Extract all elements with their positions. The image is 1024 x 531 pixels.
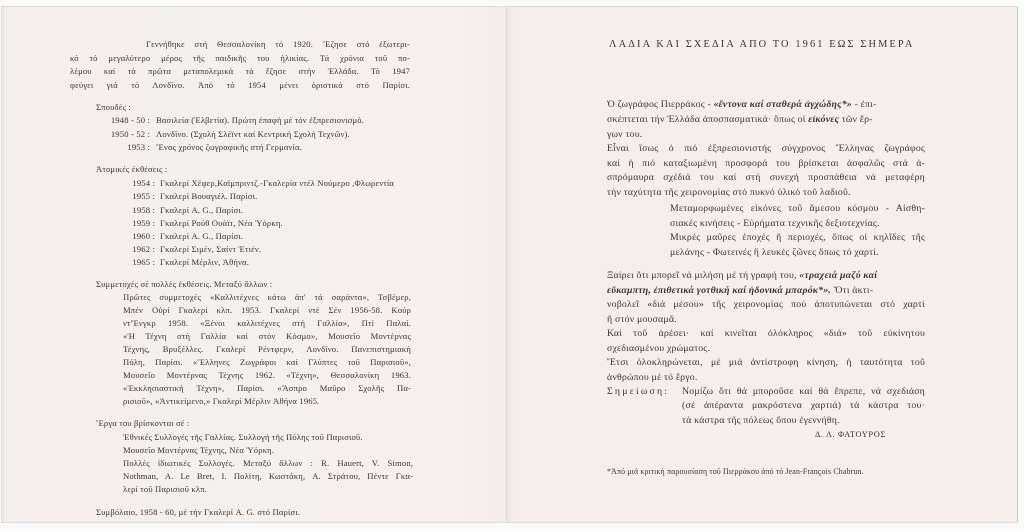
solo-item xyxy=(118,256,249,270)
author-signature: Δ. Α. ΦΑΤΟΥΡΟΣ xyxy=(815,430,886,439)
paragraph-line: καί ἡ πιό καταξιωμένη προσφορά του βρίσκεται ἀσφαλῶς στά ἀ- xyxy=(607,158,925,169)
solo-text: Γκαλερί A. G., Παρίσι. xyxy=(160,231,244,241)
paragraph-line: Εἶναι ἴσως ὁ πιό ἐξπρεσιονιστής σύγχρονος Ἕλληνας ζωγράφος xyxy=(607,143,925,154)
paragraph-line xyxy=(607,269,877,284)
studies-text: Λονδῖνο. (Σχολή Σλέϊντ καί Κεντρική Σχολή Τεχνῶν). xyxy=(156,129,350,139)
footnote: *Ἀπό μιά κριτική παρουσίαση τοῦ Πιερράκου ἀπό τό Jean-François Chabrun. xyxy=(607,467,864,476)
paragraph-line: γων του. xyxy=(607,129,643,140)
intro-line: λέμου καί τά πρῶτα μεταπολεμικά τά ἔζησε στήν Ἑλλάδα. Τό 1947 xyxy=(70,66,410,76)
note-line: Νομίζω ὅτι θά μποροῦσε καί θά ἔπρεπε, νά σχεδιάση xyxy=(682,386,925,397)
note-line: τά κάστρα τῆς πόλεως ὅπου ἐγεννήθη. xyxy=(682,415,840,426)
quote-line: σιακές κινήσεις - Εὐρήματα τεχνικῆς δεξιοτεχνίας. xyxy=(670,218,880,229)
studies-text: Βασιλεία (Ἑλβετία). Πρώτη ἐπαφή μέ τόν ἐξπρεσιονισμό. xyxy=(156,115,364,125)
note-line: (σέ ἀπέραντα μακρόστενα χαρτιά) τά κάστρα του· xyxy=(682,400,925,411)
text-run: σκέπτεται τήν Ἑλλάδα ἀποσπασματικά· ὅπως οἱ xyxy=(607,114,809,125)
studies-item xyxy=(110,141,302,155)
paragraph-line: νοβολεῖ «διά μέσου» τῆς χειρονομίας πού ἀποτυπώνεται στό χαρτί xyxy=(607,299,925,310)
studies-heading: Σπουδές : xyxy=(96,102,131,112)
paragraph-line: ἀνθρώπου μέ τό ἔργο. xyxy=(607,372,698,383)
group-line: Πόλη, Παρίσι. «Ἕλληνες Ζωγράφοι καί Γλύπτες τοῦ Παρισιοῦ», xyxy=(123,357,411,367)
group-heading: Συμμετοχές σέ πολλές ἐκθέσεις. Μεταξύ ἄλλων : xyxy=(96,279,273,289)
studies-item xyxy=(110,128,350,142)
text-run: - ἐπι- xyxy=(851,99,877,110)
intro-line: κό τό μεγαλύτερο μέρος τῆς παιδικῆς του ἡλικίας. Τά χρόνια τοῦ πο- xyxy=(70,53,410,63)
solo-item xyxy=(118,230,243,244)
text-run: Ξαίρει ὅτι μπορεῖ νά μιλήση μέ τή γραφή του, xyxy=(607,270,800,281)
studies-years: 1953 : xyxy=(127,142,150,152)
text-run: τῶν ἔρ- xyxy=(839,114,873,125)
emphasis-quote: «τραχειά μαζύ καί xyxy=(799,270,878,281)
solo-year: 1965 : xyxy=(132,257,155,267)
studies-years: 1950 - 52 : xyxy=(110,129,150,139)
solo-year: 1960 : xyxy=(132,231,155,241)
studies-years: 1948 - 50 : xyxy=(110,115,150,125)
works-line: Μουσεῖο Μοντέρνας Τέχνης, Νέα Ὑόρκη. xyxy=(123,445,275,455)
emphasis-quote: εὔκαμπτη, ἐπιθετικά γοτθική καί ἡδονικά μπαρόκ*». xyxy=(607,285,832,296)
solo-year: 1958 : xyxy=(132,205,155,215)
paragraph-line: σχεδιασμένου χρώματος. xyxy=(607,343,711,354)
emphasis-quote: «ἔντονα καί σταθερά ἀγχώδης*» xyxy=(713,99,852,110)
quote-line: Μεταμορφωμένες εἰκόνες τοῦ ἄμεσου κόσμου - Αἰσθη- xyxy=(670,203,925,214)
group-line: Πρῶτες συμμετοχές «Καλλιτέχνες κάτω ἀπ' τά σαράντα», Τσβέμερ, xyxy=(123,292,411,302)
studies-text: Ἕνας χρόνος ζωγραφικῆς στή Γερμανία. xyxy=(156,142,302,152)
solo-heading: Ἀτομικές ἐκθέσεις : xyxy=(96,164,168,174)
solo-item xyxy=(118,190,257,204)
solo-item xyxy=(118,243,261,257)
solo-item xyxy=(118,217,283,231)
group-line: ρισιοῦ», «Ἀντικείμενο,» Γκαλερί Μέρλιν Ἀθήνα 1965. xyxy=(123,396,320,406)
page-title: ΛΑΔΙΑ ΚΑΙ ΣΧΕΔΙΑ ΑΠΟ ΤΟ 1961 ΕΩΣ ΣΗΜΕΡΑ xyxy=(609,39,915,50)
works-line: Ἐθνικές Συλλογές τῆς Γαλλίας. Συλλογή τῆς Πόλης τοῦ Παρισιοῦ. xyxy=(123,432,363,442)
studies-item xyxy=(110,114,364,128)
solo-text: Γκαλερί Σιμέν, Σαίντ Ἐτιέν. xyxy=(160,244,262,254)
paragraph-line: σπρόμαυρα σχέδιά του καί στή συνεχή προσπάθεια νά μεταφέρη xyxy=(607,172,925,183)
solo-item xyxy=(118,204,243,218)
group-line: «Ἐκκλησιαστική Τέχνη», Παρίσι. «Ἄσπρο Μαῦρο Σχολῆς Πα- xyxy=(123,383,411,393)
solo-text: Γκαλερί Βουαγιέλ. Παρίσι. xyxy=(160,191,258,201)
solo-text: Γκαλερί Χέφερ,Καϊμπριντζ.-Γκαλερία ντέλ Νούμερο ,Φλωρεντία xyxy=(160,178,394,188)
note-label: Σημείωση: xyxy=(607,386,670,397)
group-line: Τέχνης, Βρυξέλλες. Γκαλερί Ρέντφερν, Λονδῖνο. Πανεπιστημιακή xyxy=(123,344,411,354)
paragraph-line xyxy=(607,98,876,113)
paragraph-line: Ἔτσι ὁλοκληρώνεται, μέ μιά ἀντίστροφη κίνηση, ἡ ταυτότητα τοῦ xyxy=(607,357,925,368)
solo-item xyxy=(118,177,394,191)
paragraph-line xyxy=(607,284,873,299)
solo-text: Γκαλερί A. G., Παρίσι. xyxy=(160,205,244,215)
works-line: Πολλές ἰδιωτικές Συλλογές. Μεταξύ ἄλλων : R. Hauert, V. Simon, xyxy=(123,458,413,468)
group-line: «Ἡ Τέχνη στή Γαλλία καί στόν Κόσμο», Μουσεῖο Μοντέρνας xyxy=(123,331,411,341)
solo-year: 1955 : xyxy=(132,191,155,201)
works-line: Nothman, A. Le Bret, I. Πολίτη, Κωστάκη, A. Στράτου, Πέντε Γκα- xyxy=(123,471,413,481)
paragraph-line: ἤ στόν μουσαμᾶ. xyxy=(607,314,677,325)
text-run: Ὅτι ἀκτι- xyxy=(831,285,874,296)
solo-text: Γκαλερί Μέρλιν, Ἀθήνα. xyxy=(160,257,249,267)
group-line: Μουσεῖο Μοντέρνας Τέχνης 1962. «Τέχνη», Θεσσαλονίκη 1963. xyxy=(123,370,411,380)
solo-text: Γκαλερί Ρούθ Ουάϊτ, Νέα Ὑόρκη. xyxy=(160,218,283,228)
text-run: Ὁ ζωγράφος Πιερράκος - xyxy=(607,99,714,110)
intro-line: φεύγει γιά τό Λονδῖνο. Ἀπό τό 1954 μένει ὁριστικά στό Παρίσι. xyxy=(70,80,410,90)
group-line: ντ'Ἐνγκρ 1958. «Ξένοι καλλιτέχνες στή Γαλλία», Πτί Παλαί. xyxy=(123,318,411,328)
group-line: Μπέν Οὐρί Γκαλερί κλπ. 1953. Γκαλερί ντέ Σέν 1956-58. Κούρ xyxy=(123,305,411,315)
right-page xyxy=(507,7,1018,522)
quote-line: μελάνης - Φωτεινές ἤ λευκές ζῶνες ὅπως τό χαρτί. xyxy=(670,247,879,258)
left-page xyxy=(2,7,507,522)
paragraph-line: τήν ταχύτητα τῆς χειρονομίας στό πυκνό ὑλικό τοῦ λαδιοῦ. xyxy=(607,187,851,198)
solo-year: 1959 : xyxy=(132,218,155,228)
intro-line: Γεννήθηκε στή Θεσσαλονίκη τό 1920. Ἔζησε στό ἐξωτερι- xyxy=(146,39,410,49)
quote-line: Μικρές μαῦρες ἐποχές ἤ περιοχές, ὅπως οἱ κηλῖδες τῆς xyxy=(670,232,925,243)
works-line: λερί τοῦ Παρισιοῦ κλπ. xyxy=(123,484,207,494)
emphasis-word: εἰκόνες xyxy=(808,114,840,125)
solo-year: 1962 : xyxy=(132,244,155,254)
contract-line: Συμβόλαιο, 1958 - 60, μέ τήν Γκαλερί A. G. στό Παρίσι. xyxy=(96,507,300,517)
solo-year: 1954 : xyxy=(132,178,155,188)
book-spread xyxy=(2,7,1017,522)
works-heading: Ἔργα του βρίσκονται σέ : xyxy=(96,418,190,428)
paragraph-line: Καί τοῦ ἀρέσει· καί κινεῖται ὁλόκληρος «διά» τοῦ εὐκίνητου xyxy=(607,328,925,339)
paragraph-line xyxy=(607,113,873,128)
